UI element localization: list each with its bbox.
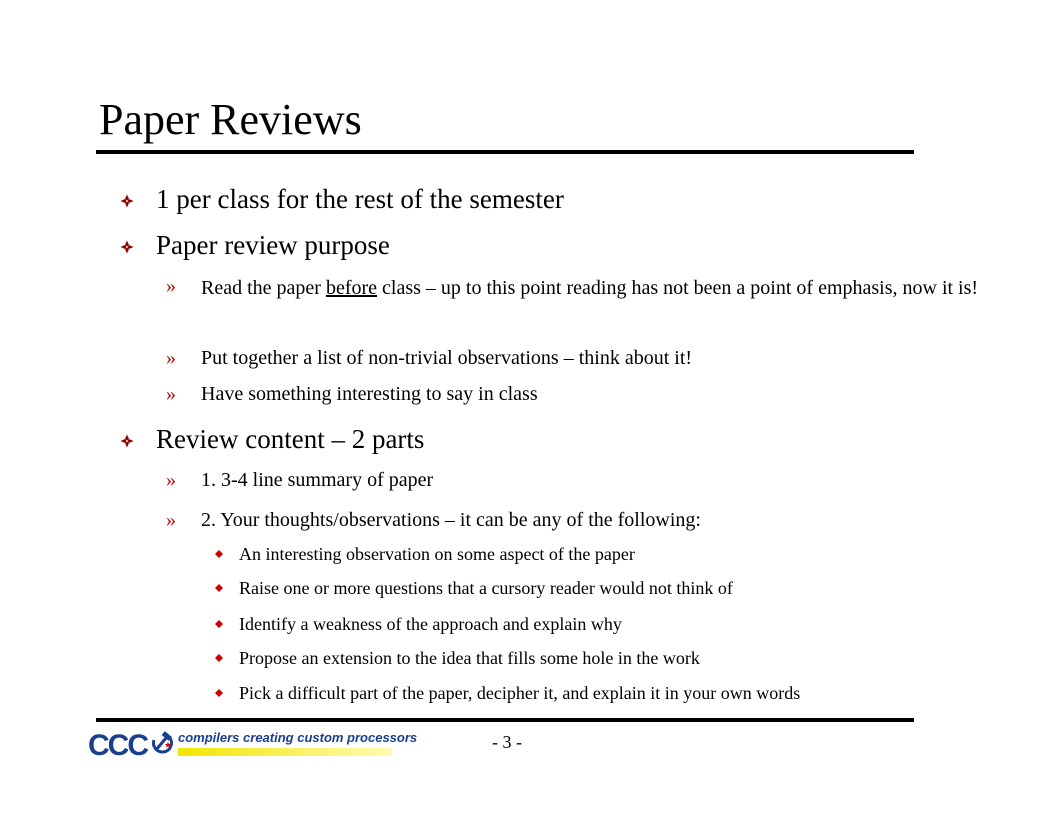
logo-letters: CCC bbox=[88, 729, 147, 762]
slide-title: Paper Reviews bbox=[99, 95, 362, 144]
sub-bullet-text bbox=[201, 271, 1001, 305]
ccc-logo bbox=[86, 726, 418, 762]
chevron-bullet: » bbox=[166, 275, 176, 297]
logo-highlight-bar bbox=[178, 748, 392, 756]
diamond-dot-icon bbox=[215, 584, 223, 592]
sub-sub-bullet-text: Pick a difficult part of the paper, decipher it, and explain it in your own words bbox=[239, 683, 801, 703]
chevron-bullet: » bbox=[166, 383, 176, 405]
sub-bullet-text: 1. 3-4 line summary of paper bbox=[201, 469, 434, 491]
emphasis-before: before bbox=[325, 277, 378, 299]
chevron-bullet: » bbox=[166, 509, 176, 531]
sub-bullet-text: Have something interesting to say in class bbox=[201, 383, 538, 405]
sub-sub-bullet-text: Raise one or more questions that a cursory reader would not think of bbox=[239, 578, 733, 598]
sub-bullet-text: 2. Your thoughts/observations – it can be any of the following: bbox=[201, 509, 701, 531]
diamond-dot-icon bbox=[215, 654, 223, 662]
title-rule bbox=[96, 150, 914, 154]
footer-rule bbox=[96, 718, 914, 722]
bullet-text: Review content – 2 parts bbox=[156, 424, 425, 454]
diamond-dot-icon bbox=[215, 620, 223, 628]
bullet-text: Paper review purpose bbox=[156, 230, 390, 260]
chevron-bullet: » bbox=[166, 469, 176, 491]
diamond-bullet-icon bbox=[120, 182, 136, 216]
hammer-sickle-icon bbox=[148, 730, 176, 758]
text-segment: class – up to this point reading has not been a point of emphasis, now it is! bbox=[377, 277, 979, 299]
diamond-dot-icon bbox=[215, 689, 223, 697]
sub-sub-bullet-text: An interesting observation on some aspect of the paper bbox=[239, 544, 635, 564]
page-number: - 3 - bbox=[492, 732, 522, 752]
sub-bullet-text: Put together a list of non-trivial observations – think about it! bbox=[201, 347, 693, 369]
sub-sub-bullet-text: Propose an extension to the idea that fills some hole in the work bbox=[239, 648, 700, 668]
logo-tagline: compilers creating custom processors bbox=[178, 730, 418, 745]
diamond-dot-icon bbox=[215, 550, 223, 558]
text-segment: Read the paper bbox=[201, 277, 326, 299]
diamond-bullet-icon bbox=[120, 228, 136, 262]
bullet-text: 1 per class for the rest of the semester bbox=[156, 184, 564, 214]
chevron-bullet: » bbox=[166, 347, 176, 369]
sub-sub-bullet-text: Identify a weakness of the approach and explain why bbox=[239, 614, 622, 634]
diamond-bullet-icon bbox=[120, 422, 136, 456]
